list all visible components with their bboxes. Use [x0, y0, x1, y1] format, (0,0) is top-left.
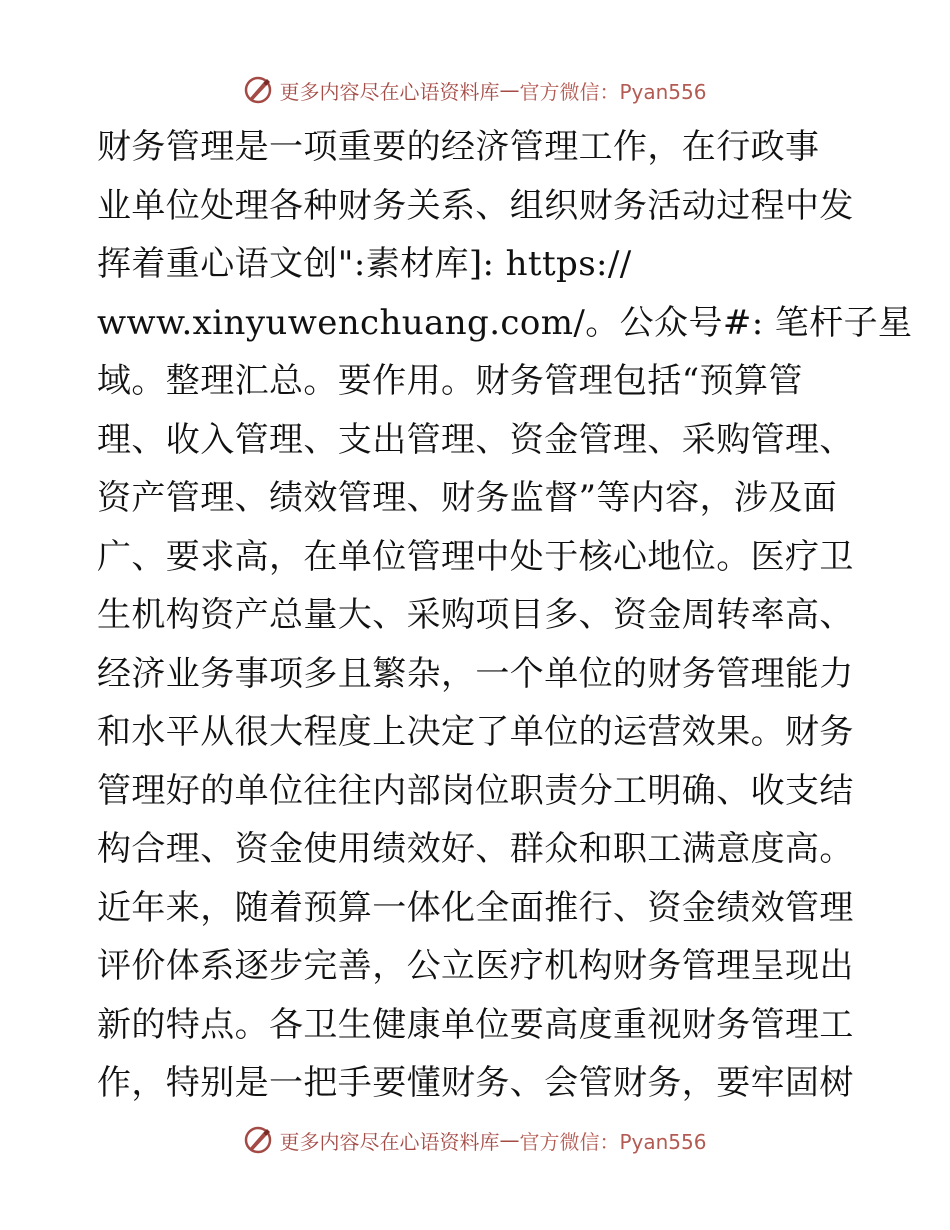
body-line: 近年来，随着预算一体化全面推行、资金绩效管理	[97, 887, 854, 928]
body-line: 资产管理、绩效管理、财务监督”等内容，涉及面	[97, 478, 838, 518]
body-line: 构合理、资金使用绩效好、群众和职工满意度高。	[97, 829, 854, 869]
body-line: 业单位处理各种财务关系、组织财务活动过程中发	[97, 185, 854, 226]
header-banner	[0, 70, 950, 110]
pen-logo-icon	[243, 75, 273, 105]
document-body	[97, 118, 913, 1113]
body-line: www.xinyuwenchuang.com/。公众号#: 笔杆子星	[97, 302, 913, 343]
footer-banner	[0, 1120, 950, 1160]
body-line: 经济业务事项多且繁杂，一个单位的财务管理能力	[97, 653, 854, 694]
footer-banner-separator: —	[499, 1128, 520, 1152]
body-line: 域。整理汇总。要作用。财务管理包括“预算管	[97, 361, 803, 401]
footer-banner-text: 更多内容尽在心语资料库	[279, 1129, 500, 1154]
body-line: 生机构资产总量大、采购项目多、资金周转率高、	[97, 595, 854, 635]
body-line: 广、要求高，在单位管理中处于核心地位。医疗卫	[97, 536, 854, 577]
pen-logo-icon	[243, 1125, 273, 1155]
footer-wechat-id: 官方微信：Pyan556	[519, 1129, 707, 1154]
header-banner-text: 更多内容尽在心语资料库	[279, 79, 500, 104]
body-line: 理、收入管理、支出管理、资金管理、采购管理、	[97, 419, 854, 460]
body-line: 作，特别是一把手要懂财务、会管财务，要牢固树	[97, 1063, 854, 1103]
body-line: 新的特点。各卫生健康单位要高度重视财务管理工	[97, 1004, 854, 1045]
header-banner-separator: —	[499, 78, 520, 102]
body-line: 管理好的单位往往内部岗位职责分工明确、收支结	[97, 770, 854, 811]
body-line: 财务管理是一项重要的经济管理工作，在行政事	[97, 127, 820, 167]
header-wechat-id: 官方微信：Pyan556	[519, 79, 707, 104]
body-line: 挥着重心语文创":素材库]: https://	[97, 244, 632, 284]
body-line: 和水平从很大程度上决定了单位的运营效果。财务	[97, 712, 854, 752]
body-line: 评价体系逐步完善，公立医疗机构财务管理呈现出	[97, 946, 854, 986]
